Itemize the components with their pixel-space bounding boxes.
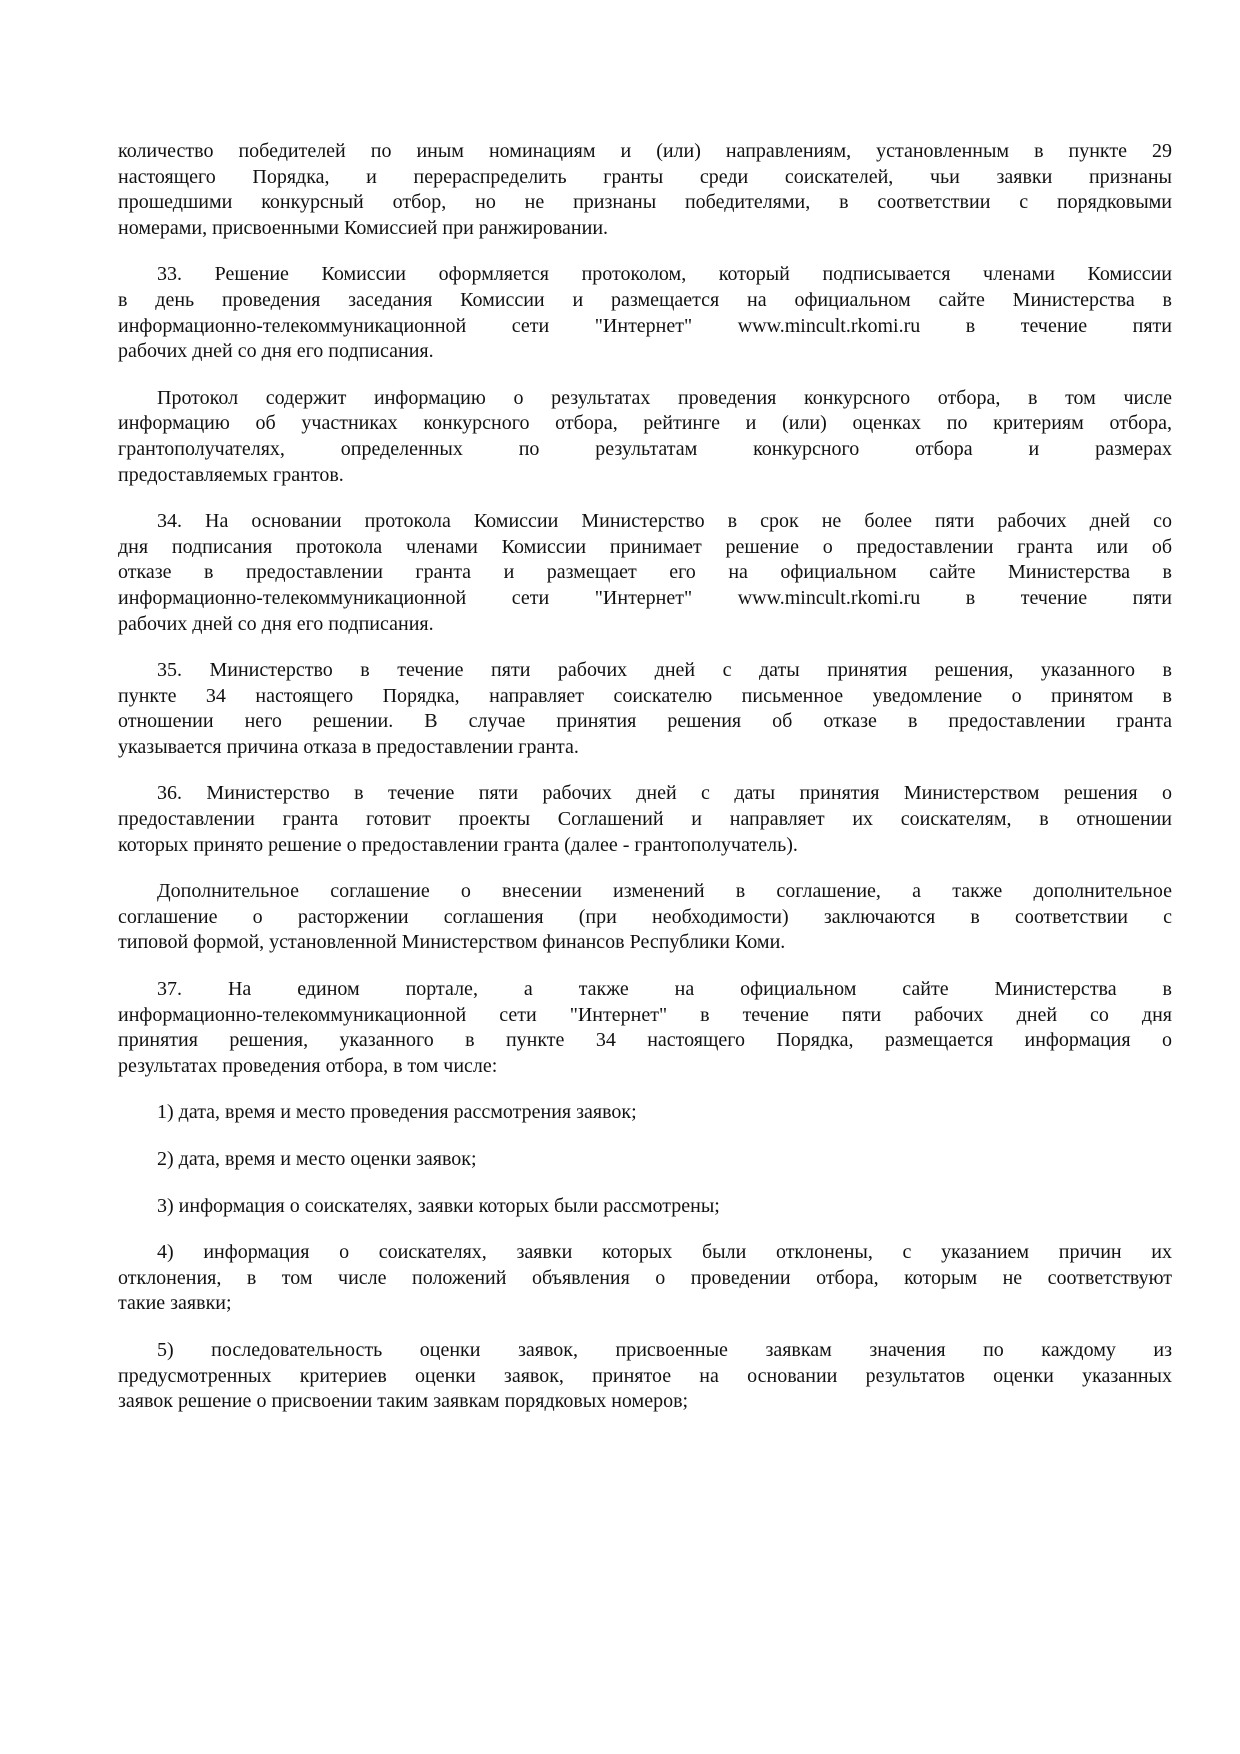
- text-line: отклонения, в том числе положений объявления о проведении отбора, которым не соответствуют: [118, 1266, 1172, 1289]
- text-line: грантополучателях, определенных по результатам конкурсного отбора и размерах: [118, 437, 1172, 460]
- paragraph: [118, 658, 1172, 760]
- text-line: 1) дата, время и место проведения рассмотрения заявок;: [157, 1101, 637, 1124]
- text-line: которых принято решение о предоставлении гранта (далее - грантополучатель).: [118, 833, 798, 856]
- text-line: Дополнительное соглашение о внесении изменений в соглашение, а также дополнительное: [157, 880, 1172, 903]
- text-line: результатах проведения отбора, в том числе:: [118, 1054, 498, 1077]
- paragraph: [118, 1147, 1172, 1173]
- text-line: отказе в предоставлении гранта и размещает его на официальном сайте Министерства в: [118, 561, 1172, 584]
- text-line: указывается причина отказа в предоставлении гранта.: [118, 735, 579, 758]
- text-line: в день проведения заседания Комиссии и размещается на официальном сайте Министерства в: [118, 288, 1172, 311]
- paragraph: [118, 1240, 1172, 1317]
- paragraph: [118, 386, 1172, 488]
- paragraph: [118, 139, 1172, 241]
- text-line: соглашение о расторжении соглашения (при необходимости) заключаются в соответствии с: [118, 905, 1172, 928]
- paragraph: [118, 262, 1172, 364]
- paragraph: [118, 879, 1172, 956]
- text-line: 35. Министерство в течение пяти рабочих дней с даты принятия решения, указанного в: [157, 659, 1172, 682]
- text-line: 2) дата, время и место оценки заявок;: [157, 1148, 477, 1170]
- text-line: 34. На основании протокола Комиссии Министерство в срок не более пяти рабочих дней со: [157, 510, 1172, 533]
- text-line: 3) информация о соискателях, заявки которых были рассмотрены;: [157, 1194, 720, 1217]
- text-line: рабочих дней со дня его подписания.: [118, 612, 434, 635]
- paragraph: [118, 1100, 1172, 1126]
- text-line: информационно-телекоммуникационной сети "Интернет" в течение пяти рабочих дней со дня: [118, 1003, 1172, 1026]
- text-line: предоставлении гранта готовит проекты Соглашений и направляет их соискателям, в отношении: [118, 808, 1172, 831]
- text-line: номерами, присвоенными Комиссией при ранжировании.: [118, 216, 609, 239]
- text-line: 5) последовательность оценки заявок, присвоенные заявкам значения по каждому из: [157, 1338, 1172, 1361]
- text-line: прошедшими конкурсный отбор, но не признаны победителями, в соответствии с порядковыми: [118, 191, 1172, 214]
- text-line: 37. На едином портале, а также на официальном сайте Министерства в: [157, 978, 1172, 1001]
- text-line: пункте 34 настоящего Порядка, направляет соискателю письменное уведомление о принятом в: [118, 684, 1172, 707]
- text-line: принятия решения, указанного в пункте 34 настоящего Порядка, размещается информация о: [118, 1029, 1172, 1052]
- paragraph: [118, 1194, 1172, 1220]
- text-line: предусмотренных критериев оценки заявок, принятое на основании результатов оценки указанных: [118, 1364, 1172, 1387]
- text-line: информацию об участниках конкурсного отбора, рейтинге и (или) оценках по критериям отбора,: [118, 412, 1172, 435]
- paragraph: [118, 509, 1172, 637]
- text-line: информационно-телекоммуникационной сети "Интернет" www.mincult.rkomi.ru в течение пяти: [118, 314, 1172, 337]
- text-line: количество победителей по иным номинациям и (или) направлениям, установленным в пункте 29: [118, 140, 1172, 162]
- text-line: дня подписания протокола членами Комиссии принимает решение о предоставлении гранта или об: [118, 535, 1172, 558]
- text-line: 36. Министерство в течение пяти рабочих дней с даты принятия Министерством решения о: [157, 782, 1172, 805]
- text-line: такие заявки;: [118, 1292, 232, 1315]
- text-line: отношении него решении. В случае принятия решения об отказе в предоставлении гранта: [118, 710, 1172, 733]
- text-line: 33. Решение Комиссии оформляется протоколом, который подписывается членами Комиссии: [157, 263, 1172, 286]
- text-line: предоставляемых грантов.: [118, 463, 344, 486]
- text-line: информационно-телекоммуникационной сети "Интернет" www.mincult.rkomi.ru в течение пяти: [118, 586, 1172, 609]
- text-line: рабочих дней со дня его подписания.: [118, 340, 434, 363]
- text-line: заявок решение о присвоении таким заявкам порядковых номеров;: [118, 1390, 689, 1413]
- paragraph: [118, 781, 1172, 858]
- text-line: Протокол содержит информацию о результатах проведения конкурсного отбора, в том числе: [157, 386, 1172, 409]
- paragraph: [118, 1338, 1172, 1415]
- text-line: настоящего Порядка, и перераспределить гранты среди соискателей, чьи заявки признаны: [118, 165, 1172, 188]
- text-line: 4) информация о соискателях, заявки которых были отклонены, с указанием причин их: [157, 1241, 1172, 1264]
- text-line: типовой формой, установленной Министерством финансов Республики Коми.: [118, 931, 786, 954]
- paragraph: [118, 977, 1172, 1079]
- document-page: [118, 139, 1172, 1436]
